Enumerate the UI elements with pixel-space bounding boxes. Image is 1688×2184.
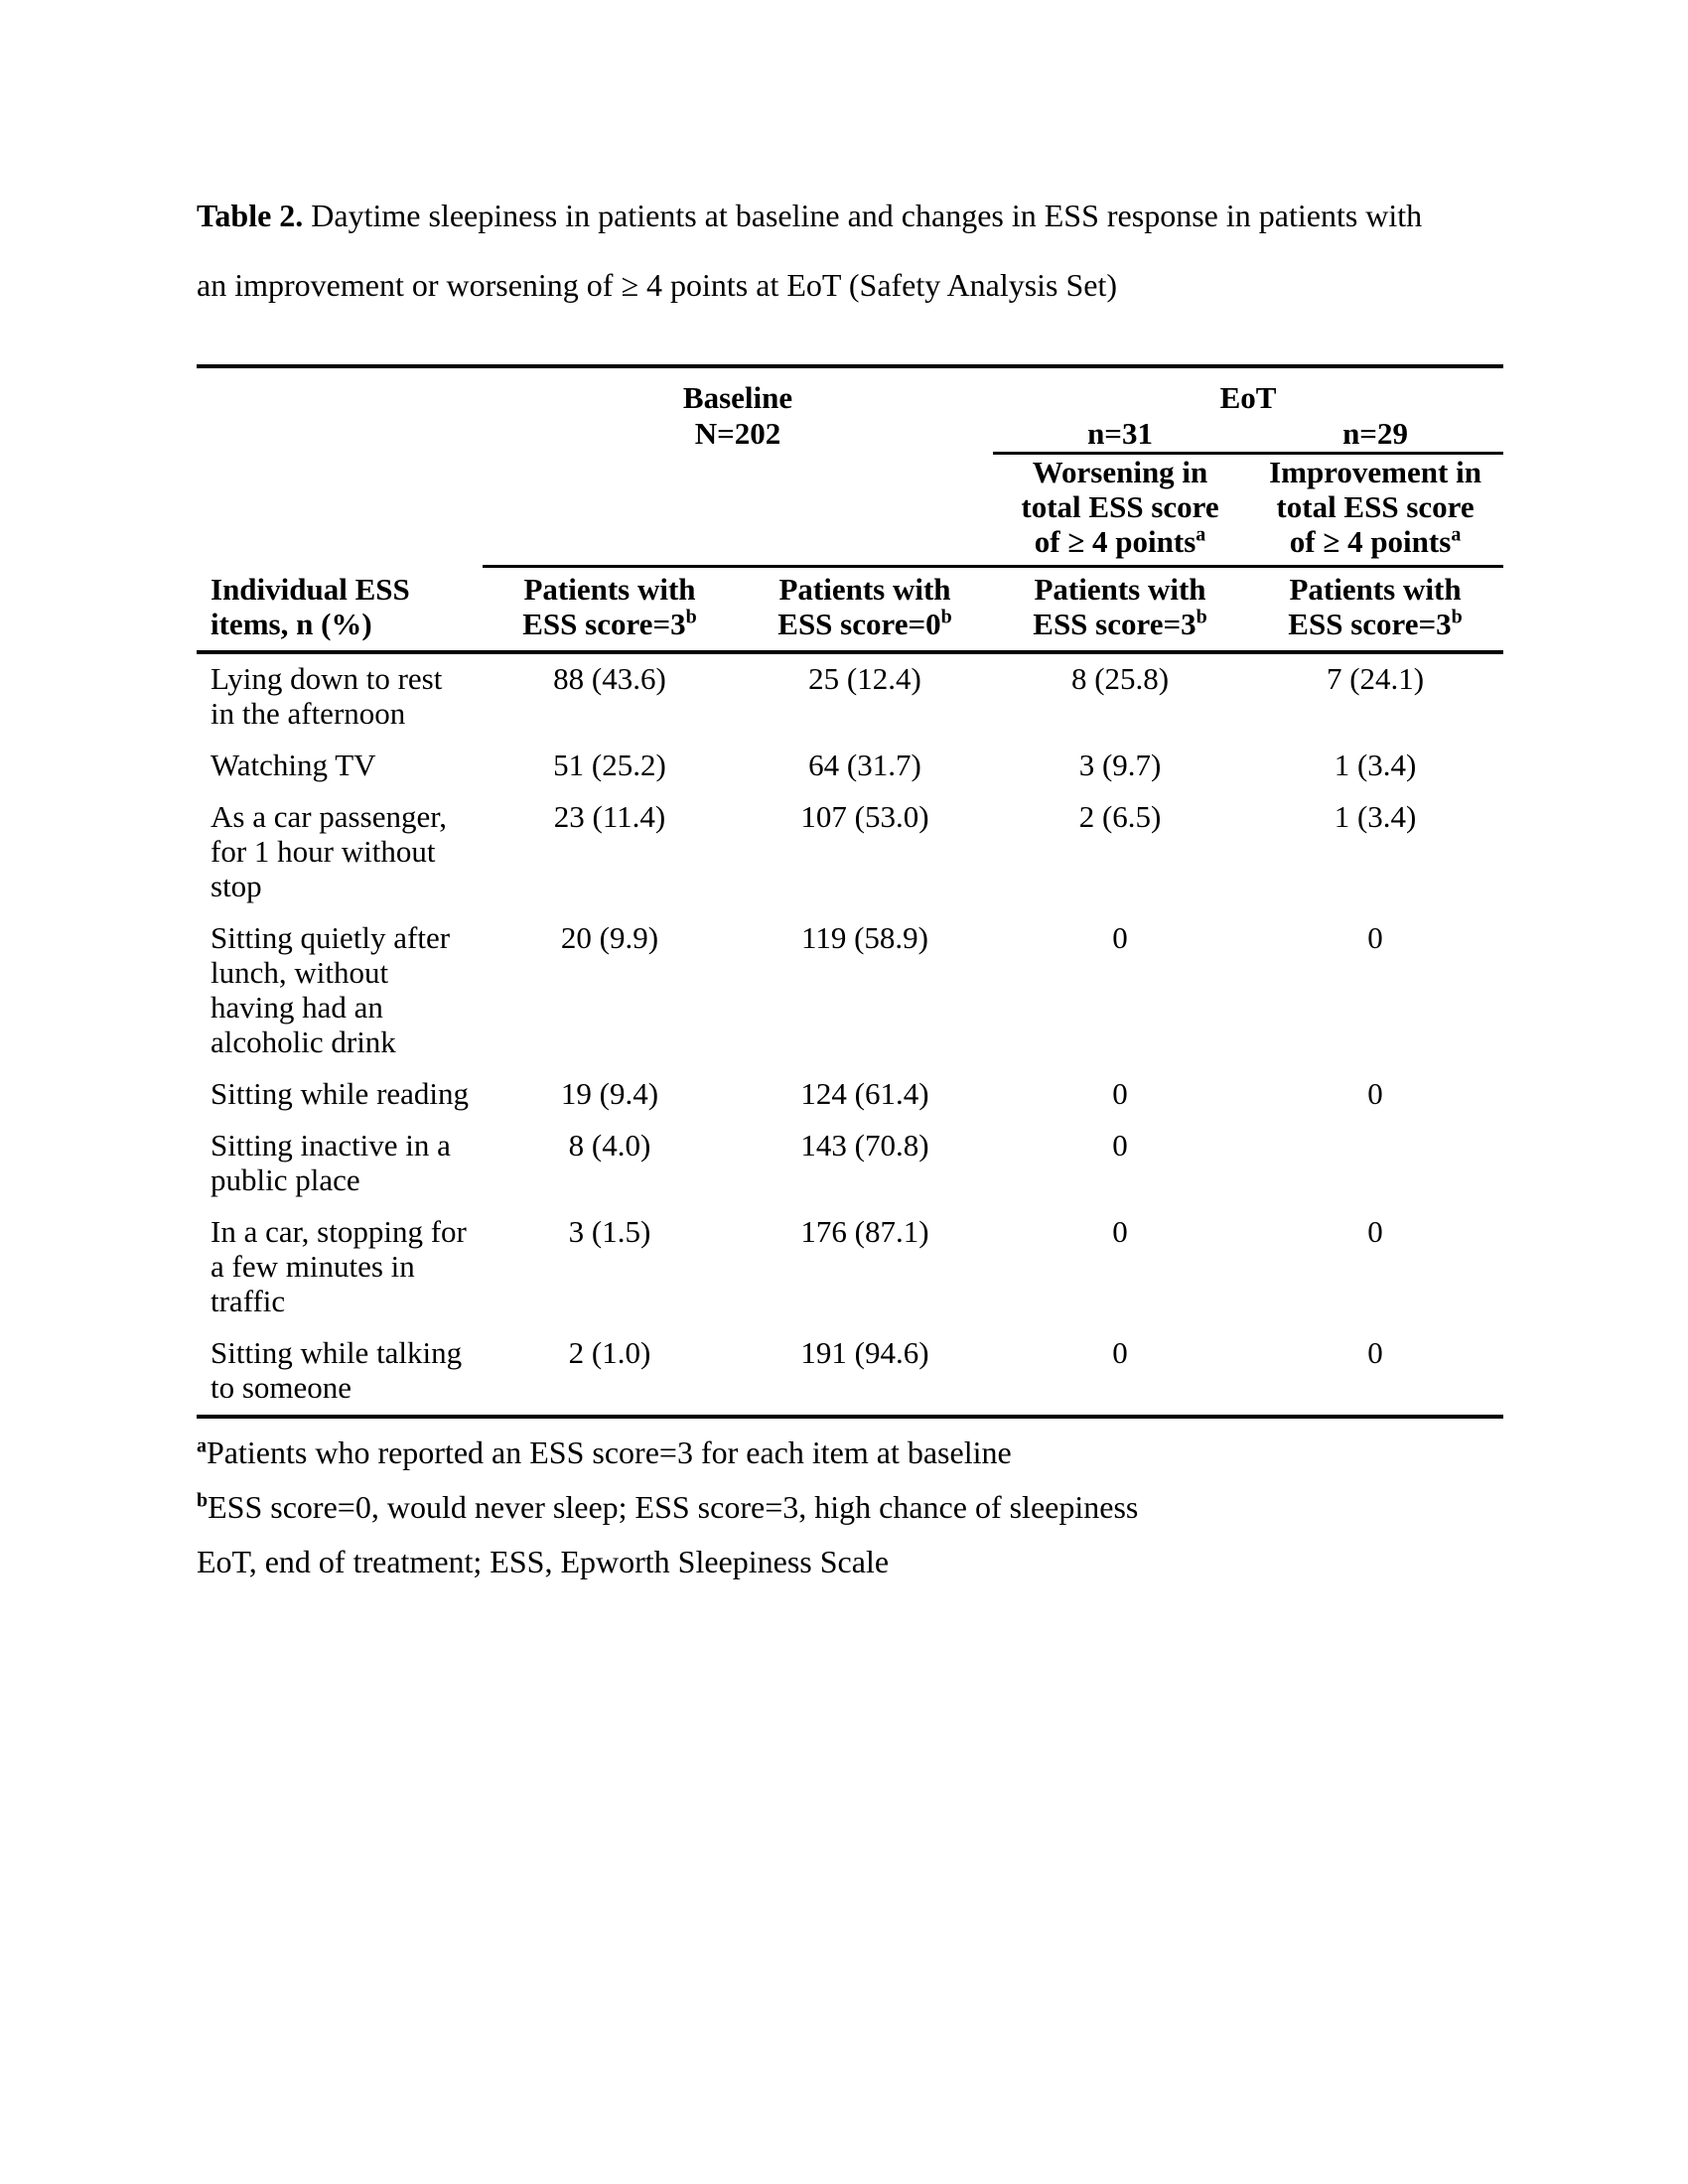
item-cell: Sitting while talking to someone [211, 1335, 463, 1405]
table-row [197, 1207, 1503, 1328]
column-header-baseline-score0 [737, 567, 993, 653]
footnote-marker-a: a [1451, 523, 1462, 546]
value-cell: 2 (1.0) [568, 1335, 651, 1370]
footnote-b [197, 1489, 1503, 1526]
value-cell: 20 (9.9) [560, 920, 659, 955]
table-row [197, 652, 1503, 741]
baseline-group-header: Baseline [682, 380, 793, 415]
baseline-n-header: N=202 [694, 416, 781, 451]
stub-column-header [197, 567, 483, 653]
value-cell: 1 (3.4) [1334, 799, 1417, 834]
value-cell: 23 (11.4) [553, 799, 666, 834]
value-cell: 0 [1367, 920, 1383, 955]
table-caption-line2: an improvement or worsening of ≥ 4 points at EoT (Safety Analysis Set) [197, 267, 1118, 303]
footnote-b-text: ESS score=0, would never sleep; ESS score=3, high chance of sleepiness [208, 1489, 1139, 1525]
eot-worsening-n-header: n=31 [993, 416, 1247, 454]
footnote-abbreviations-text: EoT, end of treatment; ESS, Epworth Sleepiness Scale [197, 1544, 890, 1579]
value-cell: 0 [1367, 1214, 1383, 1249]
footnote-a-text: Patients who reported an ESS score=3 for each item at baseline [207, 1434, 1012, 1470]
item-cell: Watching TV [211, 748, 376, 782]
subgroup-description-row [197, 454, 1503, 567]
column-header-text: Patients with ESS score=3 [1288, 572, 1462, 641]
value-cell: 143 (70.8) [800, 1128, 929, 1162]
value-cell: 2 (6.5) [1078, 799, 1162, 834]
value-cell: 0 [1112, 920, 1128, 955]
value-cell: 51 (25.2) [553, 748, 666, 782]
table-row [197, 913, 1503, 1069]
eot-improvement-description [1247, 454, 1503, 567]
eot-improvement-n-header: n=29 [1247, 416, 1503, 454]
item-cell: Lying down to rest in the afternoon [197, 652, 483, 741]
footnote-marker-b: b [1196, 606, 1207, 628]
footnotes [197, 1434, 1503, 1580]
item-cell: As a car passenger, for 1 hour without stop [211, 799, 448, 903]
footnote-marker-b: b [685, 606, 697, 628]
item-cell: Sitting inactive in a public place [211, 1128, 451, 1197]
value-cell [1247, 1121, 1503, 1207]
ess-table-header [197, 366, 1503, 652]
value-cell: 0 [1112, 1335, 1128, 1370]
value-cell: 25 (12.4) [737, 652, 993, 741]
value-cell: 88 (43.6) [483, 652, 737, 741]
ess-table [197, 364, 1503, 1419]
value-cell: 176 (87.1) [800, 1214, 929, 1249]
value-cell: 1 (3.4) [1334, 748, 1417, 782]
value-cell: 0 [1367, 1076, 1383, 1111]
column-header-baseline-score3 [483, 567, 737, 653]
value-cell: 119 (58.9) [801, 920, 928, 955]
value-cell: 0 [1112, 1076, 1128, 1111]
value-cell: 64 (31.7) [808, 748, 921, 782]
column-header-worsening-score3 [993, 567, 1247, 653]
value-cell: 8 (25.8) [993, 652, 1247, 741]
value-cell: 19 (9.4) [560, 1076, 659, 1111]
column-header-text: Patients with ESS score=3 [522, 572, 696, 641]
value-cell: 8 (4.0) [568, 1128, 651, 1162]
value-cell: 124 (61.4) [800, 1076, 929, 1111]
footnote-a [197, 1434, 1503, 1471]
table-caption-line1: Daytime sleepiness in patients at baseline and changes in ESS response in patients with [311, 198, 1423, 233]
column-header-improvement-score3 [1247, 567, 1503, 653]
eot-group-header: EoT [1219, 380, 1277, 415]
value-cell: 0 [1112, 1214, 1128, 1249]
eot-worsening-description [993, 454, 1247, 567]
ess-table-body [197, 652, 1503, 1417]
value-cell: 0 [1367, 1335, 1383, 1370]
value-cell: 3 (1.5) [568, 1214, 651, 1249]
group-header-row [197, 366, 1503, 416]
column-header-row [197, 567, 1503, 653]
table-caption [197, 181, 1503, 320]
table-row [197, 1069, 1503, 1121]
footnote-marker-b: b [940, 606, 952, 628]
empty-stub-cell [197, 366, 483, 416]
eot-worsening-description-text: Worsening in total ESS score of ≥ 4 points [1021, 455, 1219, 559]
footnote-marker-a: a [1196, 523, 1206, 546]
table-row [197, 741, 1503, 792]
table-caption-label: Table 2. [197, 198, 304, 233]
column-header-text: Patients with ESS score=3 [1033, 572, 1206, 641]
item-cell: In a car, stopping for a few minutes in traffic [211, 1214, 467, 1318]
footnote-abbreviations [197, 1544, 1503, 1580]
table-row [197, 1121, 1503, 1207]
table-row [197, 1328, 1503, 1417]
empty-stub-cell [197, 454, 483, 567]
item-cell: Sitting quietly after lunch, without having had an alcoholic drink [211, 920, 451, 1059]
empty-stub-cell [197, 416, 483, 454]
footnote-b-marker: b [197, 1489, 209, 1512]
item-cell: Sitting while reading [211, 1076, 470, 1111]
stub-column-header-text: Individual ESS items, n (%) [211, 572, 410, 641]
footnote-marker-b: b [1451, 606, 1463, 628]
table-row [197, 792, 1503, 913]
page-content [197, 181, 1503, 1598]
n-header-row [197, 416, 1503, 454]
footnote-a-marker: a [197, 1434, 207, 1457]
empty-baseline-cell [483, 454, 993, 567]
column-header-text: Patients with ESS score=0 [777, 572, 951, 641]
eot-improvement-description-text: Improvement in total ESS score of ≥ 4 points [1269, 455, 1481, 559]
value-cell: 0 [1112, 1128, 1128, 1162]
value-cell: 3 (9.7) [1078, 748, 1162, 782]
value-cell: 191 (94.6) [800, 1335, 929, 1370]
value-cell: 7 (24.1) [1247, 652, 1503, 741]
value-cell: 107 (53.0) [800, 799, 929, 834]
